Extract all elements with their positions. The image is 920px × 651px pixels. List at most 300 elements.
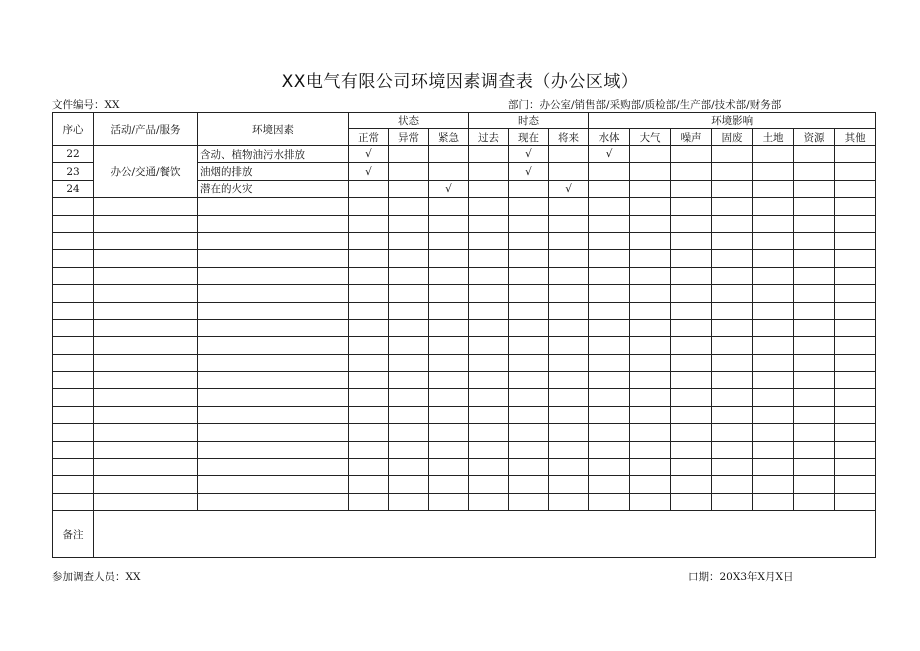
check-cell: [671, 459, 712, 476]
factor-cell: [198, 319, 349, 336]
factor-cell: [198, 389, 349, 406]
factor-cell: [198, 372, 349, 389]
check-cell: [589, 372, 630, 389]
check-cell: [630, 285, 671, 302]
check-cell: [794, 146, 835, 163]
check-cell: [835, 406, 876, 423]
seq-cell: [53, 493, 94, 510]
check-cell: [835, 459, 876, 476]
check-cell: [549, 198, 589, 215]
activity-cell: [94, 476, 198, 493]
check-cell: [794, 250, 835, 267]
header-impact-col: 土地: [753, 129, 794, 146]
check-cell: [389, 493, 429, 510]
activity-cell: [94, 250, 198, 267]
header-tense: 时态: [469, 113, 589, 129]
check-cell: [794, 198, 835, 215]
seq-cell: [53, 215, 94, 232]
check-cell: [549, 319, 589, 336]
check-cell: [429, 319, 469, 336]
seq-cell: [53, 424, 94, 441]
check-cell: [835, 250, 876, 267]
check-cell: [429, 459, 469, 476]
check-cell: [349, 319, 389, 336]
check-cell: [549, 232, 589, 249]
factor-cell: [198, 406, 349, 423]
check-cell: [671, 267, 712, 284]
activity-cell: [94, 406, 198, 423]
check-cell: √: [429, 180, 469, 197]
activity-cell: [94, 354, 198, 371]
check-cell: [794, 389, 835, 406]
check-cell: [389, 267, 429, 284]
check-cell: [509, 372, 549, 389]
table-row: [53, 232, 876, 249]
check-cell: [589, 354, 630, 371]
table-row: [53, 215, 876, 232]
check-cell: [549, 267, 589, 284]
check-cell: [712, 198, 753, 215]
check-cell: [753, 215, 794, 232]
activity-cell: [94, 389, 198, 406]
check-cell: [429, 267, 469, 284]
activity-cell: [94, 319, 198, 336]
check-cell: [349, 372, 389, 389]
check-cell: [549, 372, 589, 389]
seq-cell: [53, 250, 94, 267]
table-row: [53, 389, 876, 406]
seq-cell: [53, 267, 94, 284]
factor-cell: [198, 215, 349, 232]
table-row: [53, 319, 876, 336]
check-cell: [630, 267, 671, 284]
header-impact-col: 固废: [712, 129, 753, 146]
check-cell: [630, 459, 671, 476]
check-cell: [835, 319, 876, 336]
check-cell: [589, 476, 630, 493]
check-cell: [671, 163, 712, 180]
check-cell: [630, 424, 671, 441]
activity-cell: [94, 493, 198, 510]
table-row: [53, 441, 876, 458]
table-row: [53, 406, 876, 423]
check-cell: [671, 424, 712, 441]
check-cell: [469, 319, 509, 336]
check-cell: [549, 146, 589, 163]
check-cell: [794, 302, 835, 319]
check-cell: [349, 424, 389, 441]
activity-cell: [94, 215, 198, 232]
check-cell: [429, 389, 469, 406]
check-cell: [469, 459, 509, 476]
check-cell: [712, 146, 753, 163]
check-cell: [469, 267, 509, 284]
check-cell: [349, 354, 389, 371]
check-cell: [469, 232, 509, 249]
header-state-col: 紧急: [429, 129, 469, 146]
check-cell: [509, 476, 549, 493]
check-cell: [429, 163, 469, 180]
remark-label: 备注: [53, 511, 94, 558]
check-cell: [835, 302, 876, 319]
check-cell: [589, 424, 630, 441]
check-cell: [429, 285, 469, 302]
check-cell: [349, 406, 389, 423]
check-cell: [549, 424, 589, 441]
check-cell: [671, 372, 712, 389]
check-cell: [349, 389, 389, 406]
check-cell: [835, 389, 876, 406]
check-cell: [509, 459, 549, 476]
check-cell: [429, 250, 469, 267]
check-cell: [630, 389, 671, 406]
check-cell: [469, 372, 509, 389]
check-cell: [753, 146, 794, 163]
remark-row: [53, 511, 876, 558]
check-cell: [630, 406, 671, 423]
check-cell: [469, 198, 509, 215]
check-cell: [753, 406, 794, 423]
table-row: [53, 250, 876, 267]
check-cell: [630, 319, 671, 336]
check-cell: [589, 198, 630, 215]
check-cell: [671, 232, 712, 249]
check-cell: [794, 493, 835, 510]
check-cell: [630, 354, 671, 371]
seq-cell: [53, 389, 94, 406]
check-cell: [589, 285, 630, 302]
seq-cell: [53, 198, 94, 215]
check-cell: [835, 232, 876, 249]
check-cell: [469, 441, 509, 458]
check-cell: √: [349, 163, 389, 180]
check-cell: [712, 389, 753, 406]
check-cell: [753, 198, 794, 215]
check-cell: [835, 354, 876, 371]
check-cell: [835, 441, 876, 458]
check-cell: [349, 302, 389, 319]
activity-cell: [94, 267, 198, 284]
header-impact-col: 资源: [794, 129, 835, 146]
check-cell: [712, 232, 753, 249]
check-cell: [712, 441, 753, 458]
check-cell: [630, 146, 671, 163]
check-cell: [753, 267, 794, 284]
check-cell: [389, 441, 429, 458]
check-cell: [671, 406, 712, 423]
check-cell: [429, 337, 469, 354]
check-cell: [712, 163, 753, 180]
check-cell: [712, 354, 753, 371]
check-cell: [509, 198, 549, 215]
seq-cell: [53, 232, 94, 249]
check-cell: [429, 198, 469, 215]
check-cell: [835, 146, 876, 163]
header-tense-col: 将来: [549, 129, 589, 146]
check-cell: [389, 250, 429, 267]
check-cell: [589, 250, 630, 267]
check-cell: [671, 441, 712, 458]
check-cell: [630, 302, 671, 319]
check-cell: [589, 459, 630, 476]
check-cell: [753, 372, 794, 389]
file-number: 文件编号：XX: [52, 99, 120, 111]
header-factor: 环境因素: [198, 113, 349, 146]
check-cell: [509, 250, 549, 267]
check-cell: [509, 441, 549, 458]
seq-cell: 23: [53, 163, 94, 180]
check-cell: [429, 302, 469, 319]
header-state-col: 异常: [389, 129, 429, 146]
page-title: XX电气有限公司环境因素调查表（办公区域）: [281, 72, 639, 92]
check-cell: [671, 250, 712, 267]
check-cell: [753, 389, 794, 406]
check-cell: [469, 285, 509, 302]
table-row: [53, 198, 876, 215]
check-cell: √: [349, 146, 389, 163]
check-cell: [429, 215, 469, 232]
check-cell: [712, 459, 753, 476]
check-cell: [589, 232, 630, 249]
header-row-1: [53, 113, 876, 129]
check-cell: [589, 319, 630, 336]
check-cell: [712, 267, 753, 284]
participants: 参加调查人员：XX: [52, 571, 141, 583]
activity-cell: [94, 459, 198, 476]
check-cell: [671, 198, 712, 215]
check-cell: [549, 250, 589, 267]
header-state-col: 正常: [349, 129, 389, 146]
check-cell: [509, 267, 549, 284]
check-cell: [794, 424, 835, 441]
factor-cell: [198, 267, 349, 284]
check-cell: [349, 493, 389, 510]
check-cell: [469, 476, 509, 493]
check-cell: [835, 267, 876, 284]
check-cell: [469, 493, 509, 510]
check-cell: [794, 319, 835, 336]
check-cell: [835, 285, 876, 302]
check-cell: [429, 232, 469, 249]
check-cell: [753, 232, 794, 249]
check-cell: [509, 180, 549, 197]
check-cell: [509, 493, 549, 510]
activity-cell: [94, 302, 198, 319]
activity-cell: [94, 372, 198, 389]
check-cell: [389, 476, 429, 493]
survey-table: [52, 112, 876, 558]
check-cell: [794, 459, 835, 476]
check-cell: [753, 319, 794, 336]
activity-cell: 办公/交通/餐饮: [94, 146, 198, 198]
check-cell: [753, 180, 794, 197]
factor-cell: 油烟的排放: [198, 163, 349, 180]
check-cell: [589, 267, 630, 284]
check-cell: [671, 302, 712, 319]
survey-date: 口期：20X3年X月X日: [688, 571, 794, 583]
check-cell: [835, 372, 876, 389]
check-cell: [349, 198, 389, 215]
check-cell: [389, 232, 429, 249]
activity-cell: [94, 232, 198, 249]
check-cell: [349, 215, 389, 232]
check-cell: [429, 354, 469, 371]
check-cell: [753, 459, 794, 476]
factor-cell: [198, 459, 349, 476]
check-cell: [671, 285, 712, 302]
factor-cell: [198, 441, 349, 458]
check-cell: [835, 198, 876, 215]
check-cell: [389, 302, 429, 319]
check-cell: [712, 285, 753, 302]
check-cell: [794, 215, 835, 232]
check-cell: [389, 215, 429, 232]
check-cell: [794, 337, 835, 354]
check-cell: [753, 285, 794, 302]
factor-cell: [198, 302, 349, 319]
factor-cell: [198, 476, 349, 493]
check-cell: [549, 163, 589, 180]
check-cell: √: [549, 180, 589, 197]
header-impact-col: 大气: [630, 129, 671, 146]
check-cell: [549, 285, 589, 302]
check-cell: [712, 337, 753, 354]
seq-cell: [53, 302, 94, 319]
header-seq: 序心: [53, 113, 94, 146]
check-cell: [630, 250, 671, 267]
seq-cell: [53, 441, 94, 458]
check-cell: [589, 302, 630, 319]
check-cell: [389, 389, 429, 406]
activity-cell: [94, 337, 198, 354]
check-cell: [794, 232, 835, 249]
table-row: [53, 302, 876, 319]
check-cell: [630, 215, 671, 232]
check-cell: [835, 180, 876, 197]
check-cell: [835, 424, 876, 441]
check-cell: [794, 406, 835, 423]
check-cell: [589, 389, 630, 406]
check-cell: [349, 337, 389, 354]
check-cell: [389, 285, 429, 302]
check-cell: [794, 180, 835, 197]
factor-cell: 含动、植物油污水排放: [198, 146, 349, 163]
check-cell: [509, 302, 549, 319]
check-cell: [389, 163, 429, 180]
check-cell: [469, 163, 509, 180]
factor-cell: [198, 493, 349, 510]
header-state: 状态: [349, 113, 469, 129]
seq-cell: [53, 476, 94, 493]
check-cell: [630, 372, 671, 389]
check-cell: [469, 180, 509, 197]
check-cell: [429, 424, 469, 441]
seq-cell: [53, 459, 94, 476]
check-cell: [589, 406, 630, 423]
check-cell: [630, 198, 671, 215]
check-cell: [389, 424, 429, 441]
activity-cell: [94, 424, 198, 441]
check-cell: [349, 459, 389, 476]
table-row: [53, 267, 876, 284]
check-cell: [469, 250, 509, 267]
check-cell: [429, 493, 469, 510]
factor-cell: [198, 285, 349, 302]
check-cell: [549, 459, 589, 476]
factor-cell: [198, 424, 349, 441]
check-cell: [794, 267, 835, 284]
check-cell: [835, 337, 876, 354]
check-cell: [429, 476, 469, 493]
check-cell: [589, 441, 630, 458]
check-cell: [549, 406, 589, 423]
check-cell: [349, 250, 389, 267]
check-cell: [509, 319, 549, 336]
check-cell: [469, 302, 509, 319]
header-tense-col: 过去: [469, 129, 509, 146]
check-cell: [794, 441, 835, 458]
check-cell: [835, 476, 876, 493]
activity-cell: [94, 441, 198, 458]
check-cell: [469, 146, 509, 163]
check-cell: [549, 389, 589, 406]
seq-cell: 24: [53, 180, 94, 197]
check-cell: [753, 476, 794, 493]
check-cell: [389, 354, 429, 371]
seq-cell: [53, 372, 94, 389]
table-row: [53, 476, 876, 493]
seq-cell: 22: [53, 146, 94, 163]
check-cell: [712, 180, 753, 197]
check-cell: [630, 476, 671, 493]
factor-cell: 潜在的火灾: [198, 180, 349, 197]
check-cell: [630, 163, 671, 180]
check-cell: √: [509, 163, 549, 180]
check-cell: [794, 476, 835, 493]
check-cell: [429, 372, 469, 389]
check-cell: [469, 406, 509, 423]
check-cell: [429, 406, 469, 423]
check-cell: [389, 319, 429, 336]
check-cell: [349, 180, 389, 197]
check-cell: [589, 163, 630, 180]
check-cell: [429, 441, 469, 458]
factor-cell: [198, 232, 349, 249]
check-cell: [712, 406, 753, 423]
check-cell: [712, 215, 753, 232]
table-row: [53, 337, 876, 354]
check-cell: [549, 302, 589, 319]
check-cell: [671, 319, 712, 336]
check-cell: [589, 215, 630, 232]
remark-content[interactable]: [94, 511, 876, 558]
check-cell: [429, 146, 469, 163]
check-cell: [671, 337, 712, 354]
check-cell: [549, 493, 589, 510]
check-cell: [712, 476, 753, 493]
check-cell: [509, 337, 549, 354]
check-cell: [549, 476, 589, 493]
check-cell: [549, 354, 589, 371]
check-cell: [509, 354, 549, 371]
check-cell: [835, 493, 876, 510]
check-cell: [469, 215, 509, 232]
check-cell: [589, 493, 630, 510]
seq-cell: [53, 337, 94, 354]
check-cell: [549, 441, 589, 458]
check-cell: [389, 406, 429, 423]
check-cell: √: [509, 146, 549, 163]
